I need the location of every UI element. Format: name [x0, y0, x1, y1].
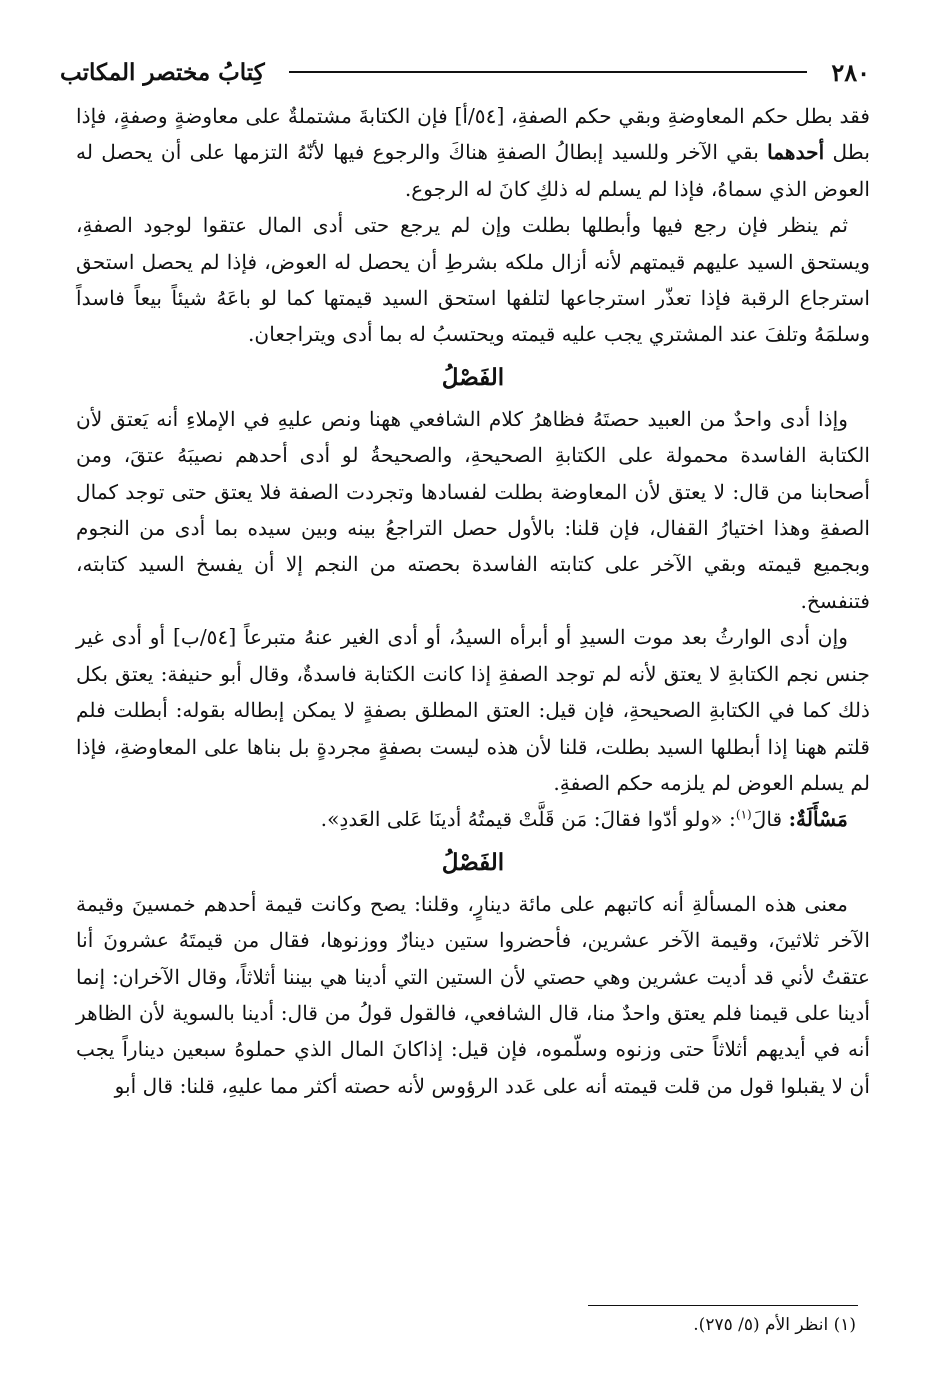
footnote-marker[interactable]: (١) [735, 807, 752, 822]
masala-term: مَسْأَلَةٌ: [788, 807, 848, 832]
page-header [60, 50, 870, 94]
paragraph-1-bold-word: أحدهما [767, 140, 825, 165]
section-heading-1: الفَصْلُ [441, 363, 505, 391]
masala-text-a: قالَ [751, 807, 789, 832]
paragraph-1-part-b: بقي الآخر وللسيد إبطالُ الصفةِ هناكَ والرجوع فيها لأنّهُ التزمها على أن يحصل له العوض الذي سماهُ، فإذا لم يسلم له ذلكِ كانَ له الرجوع. [76, 140, 870, 201]
paragraph-2: ثم ينظر فإن رجع فيها وأبطلها بطلت وإن لم يرجع حتى أدى المال عتقوا لوجود الصفةِ، ويستحق السيد عليهم قيمتهم لأنه أزال ملكه بشرطِ أن يحصل له العوض، فإذا لم يحصل استحق استرجاع الرقبة فإذا تعذّر استرجاعها لتلفها استحق السيد قيمتها كما لو باعَهُ شيئاً بيعاً فاسداً وسلمَهُ وتلفَ عند المشتري يجب عليه قيمته ويحتسبُ له بما أدى ويتراجعان. [76, 213, 870, 347]
masala-line [76, 801, 870, 837]
masala-text-b: : «ولو أدّوا فقالَ: مَن قَلَّتْ قيمتُهُ أدينَا عَلى العَددِ». [320, 807, 736, 832]
paragraph-3: وإذا أدى واحدٌ من العبيد حصتَهُ فظاهرُ كلام الشافعي ههنا ونص عليهِ في الإملاءِ أنه يَعتق لأن الكتابة الفاسدة محمولة على الكتابةِ الصحيحةِ، والصحيحةُ لو أدى أحدهم نصيبَهُ عتقَ، ومن أصحابنا من قال: لا يعتق لأن المعاوضة بطلت لفسادها وتجردت الصفة فلا يعتق حتى توجد كمال الصفةِ وهذا اختيارُ القفال، فإن قلنا: بالأول حصل التراجعُ بينه وبين سيده بما أدى من النجوم وبجميع قيمته وبقي الآخر على كتابته الفاسدة بحصته من النجم إلا أن يفسخ السيد كتابته، فتنفسخ. [76, 406, 870, 613]
paragraph-1-part-a: فقد بطل حكم المعاوضةِ وبقي حكم الصفةِ، [٥٤/أ] فإن الكتابةَ مشتملةٌ على معاوضةٍ وصفةٍ، فإذا بطل [76, 104, 870, 165]
main-text [76, 98, 870, 1104]
paragraph-4: وإن أدى الوارثُ بعد موت السيدِ أو أبرأه السيدُ، أو أدى الغير عنهُ متبرعاً [٥٤/ب] أو أدى غير جنس نجم الكتابةِ لا يعتق لأنه لم توجد الصفةِ إذا كانت الكتابة فاسدةٌ، وقال أبو حنيفة: يعتق بكل ذلك كما في الكتابةِ الصحيحةِ، فإن قيل: العتق المطلق بصفةٍ لا يمكن إبطاله بقوله: أبطلت فلم قلتم ههنا إذا أبطلها السيد بطلت، قلنا لأن هذه ليست بصفةٍ مجردةٍ بل بناها على المعاوضةِ، فإذا لم يسلم العوض لم يلزمه حكم الصفةِ. [76, 625, 870, 795]
section-heading-2: الفَصْلُ [441, 848, 505, 876]
paragraph-5: معنى هذه المسألةِ أنه كاتبهم على مائة دينارٍ، وقلنا: يصح وكانت قيمة أحدهم خمسينَ وقيمة الآخر ثلاثينَ، وقيمة الآخر عشرين، فأحضروا ستين دينارٌ ووزنوها، فقال من قيمتَهُ عشرونَ أنا عتقتُ لأني قد أديت عشرين وهي حصتي لأن الستين التي أدينا هي بيننا أثلاثاً، وقال الآخران: إنما أدينا على قيمنا فلم يعتق واحدٌ منا، قال الشافعي، فالقول قولُ من قال: أدينا بالسوية لأن الظاهر أنه في أيديهم أثلاثاً حتى وزنوه وسلّموه، فإن قيل: إذاكانَ المال الذي حملوهُ سبعين ديناراً يجب أن لا يقبلوا قول من قلت قيمته أنه على عَدد الرؤوس لأنه حصته أكثر مما عليهِ، قلنا: قال أبو [76, 891, 870, 1098]
header-rule [289, 71, 808, 73]
paragraph-1 [76, 98, 870, 207]
running-title: كِتابُ مختصر المكاتب [60, 58, 265, 86]
footnote: (١) انظر الأم (٥/ ٢٧٥). [693, 1315, 856, 1335]
footnote-rule [588, 1305, 858, 1306]
page-number: ٢٨٠ [831, 57, 870, 87]
